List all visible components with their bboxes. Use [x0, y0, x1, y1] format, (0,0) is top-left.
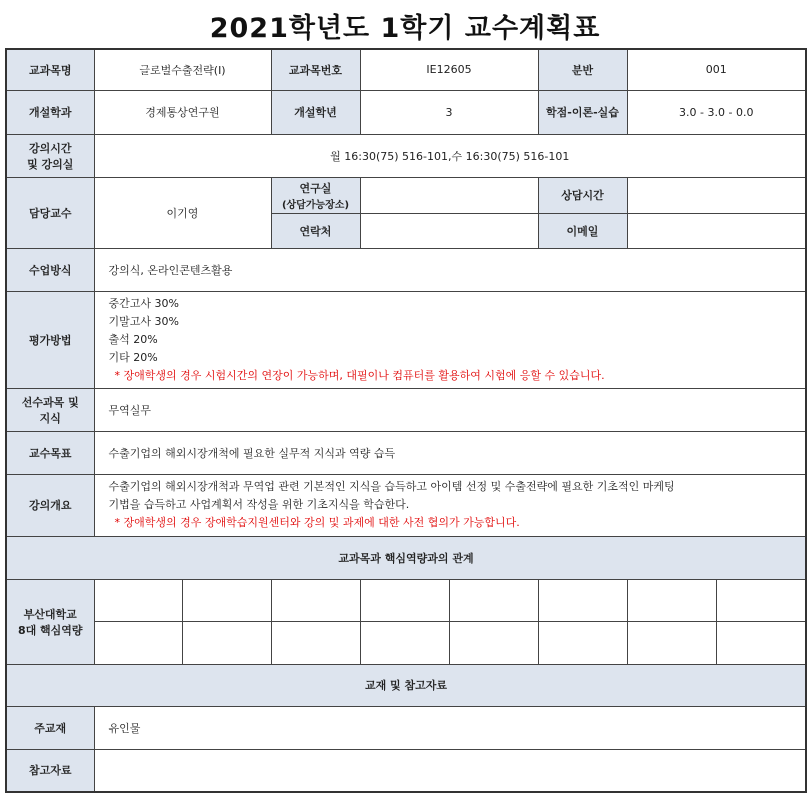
year-value: 3: [360, 90, 538, 134]
competency-section-title: 교과목과 핵심역량과의 관계: [6, 536, 806, 579]
time-label: [6, 134, 94, 177]
office-label: [271, 177, 360, 213]
dept-label: 개설학과: [6, 90, 94, 134]
overview-value: [94, 474, 806, 536]
time-label-line2: 및 강의실: [27, 157, 74, 171]
evaluation-line: 기타 20%: [108, 350, 158, 364]
competency-cell: [182, 579, 271, 621]
competency-cell: [627, 621, 716, 664]
evaluation-line: 기말고사 30%: [108, 314, 179, 328]
evaluation-line: 출석 20%: [108, 332, 158, 346]
reference-row: [6, 749, 806, 792]
evaluation-row: [6, 291, 806, 388]
materials-section-title: 교재 및 참고자료: [6, 664, 806, 706]
counsel-value: [627, 177, 806, 213]
method-row: [6, 248, 806, 291]
contact-value: [360, 213, 538, 248]
email-value: [627, 213, 806, 248]
reference-value: [94, 749, 806, 792]
subject-value: 글로벌수출전략(I): [94, 49, 271, 90]
section-value: 001: [627, 49, 806, 90]
materials-section-row: [6, 664, 806, 706]
prereq-label-line2: 지식: [39, 411, 61, 425]
syllabus-table: [5, 48, 807, 793]
evaluation-line: 중간고사 30%: [108, 296, 179, 310]
dept-row: [6, 90, 806, 134]
method-value: 강의식, 온라인콘텐츠활용: [94, 248, 806, 291]
evaluation-value: [94, 291, 806, 388]
objective-label: 교수목표: [6, 431, 94, 474]
competency-section-row: [6, 536, 806, 579]
competency-cell: [716, 621, 806, 664]
overview-line: 수출기업의 해외시장개척과 무역업 관련 기본적인 지식을 습득하고 아이템 선정 및 수출전략에 필요한 기초적인 마케팅: [108, 480, 675, 493]
contact-label: 연락처: [271, 213, 360, 248]
competency-cell: [360, 621, 449, 664]
main-textbook-value: 유인물: [94, 706, 806, 749]
office-value: [360, 177, 538, 213]
prereq-label: [6, 388, 94, 431]
code-value: IE12605: [360, 49, 538, 90]
competency-cell: [716, 579, 806, 621]
subject-row: [6, 49, 806, 90]
section-label: 분반: [538, 49, 627, 90]
professor-value: 이기영: [94, 177, 271, 248]
time-value: 월 16:30(75) 516-101,수 16:30(75) 516-101: [94, 134, 806, 177]
subject-label: 교과목명: [6, 49, 94, 90]
competency-cell: [271, 579, 360, 621]
code-label: 교과목번호: [271, 49, 360, 90]
reference-label: 참고자료: [6, 749, 94, 792]
competency-label-line2: 8대 핵심역량: [17, 623, 83, 637]
competency-row-2: [6, 621, 806, 664]
competency-label-line1: 부산대학교: [23, 607, 77, 621]
objective-row: [6, 431, 806, 474]
competency-label: [6, 579, 94, 664]
credit-label: 학점-이론-실습: [538, 90, 627, 134]
dept-value: 경제통상연구원: [94, 90, 271, 134]
objective-value: 수출기업의 해외시장개척에 필요한 실무적 지식과 역량 습득: [94, 431, 806, 474]
method-label: 수업방식: [6, 248, 94, 291]
counsel-label: 상담시간: [538, 177, 627, 213]
main-textbook-label: 주교재: [6, 706, 94, 749]
prereq-label-line1: 선수과목 및: [21, 395, 79, 409]
office-label-sub: (상담가능장소): [281, 199, 350, 211]
competency-cell: [538, 579, 627, 621]
evaluation-note: * 장애학생의 경우 시험시간의 연장이 가능하며, 대필이나 컴퓨터를 활용하여 시험에 응할 수 있습니다.: [114, 368, 605, 382]
competency-cell: [271, 621, 360, 664]
time-row: [6, 134, 806, 177]
competency-cell: [538, 621, 627, 664]
year-label: 개설학년: [271, 90, 360, 134]
time-label-line1: 강의시간: [28, 141, 72, 155]
evaluation-label: 평가방법: [6, 291, 94, 388]
competency-cell: [449, 579, 538, 621]
credit-value: 3.0 - 3.0 - 0.0: [627, 90, 806, 134]
competency-cell: [94, 579, 182, 621]
prereq-value: 무역실무: [94, 388, 806, 431]
competency-row-1: [6, 579, 806, 621]
competency-cell: [449, 621, 538, 664]
competency-cell: [627, 579, 716, 621]
competency-cell: [182, 621, 271, 664]
professor-label: 담당교수: [6, 177, 94, 248]
page-title: 2021학년도 1학기 교수계획표: [209, 13, 601, 44]
overview-line: 기법을 습득하고 사업계획서 작성을 위한 기초지식을 학습한다.: [108, 498, 410, 511]
prereq-row: [6, 388, 806, 431]
overview-row: [6, 474, 806, 536]
overview-note: * 장애학생의 경우 장애학습지원센터와 강의 및 과제에 대한 사전 협의가 가능합니다.: [114, 516, 520, 529]
competency-cell: [94, 621, 182, 664]
competency-cell: [360, 579, 449, 621]
professor-row-1: [6, 177, 806, 213]
overview-label: 강의개요: [6, 474, 94, 536]
email-label: 이메일: [538, 213, 627, 248]
office-label-main: 연구실: [299, 181, 332, 195]
main-textbook-row: [6, 706, 806, 749]
